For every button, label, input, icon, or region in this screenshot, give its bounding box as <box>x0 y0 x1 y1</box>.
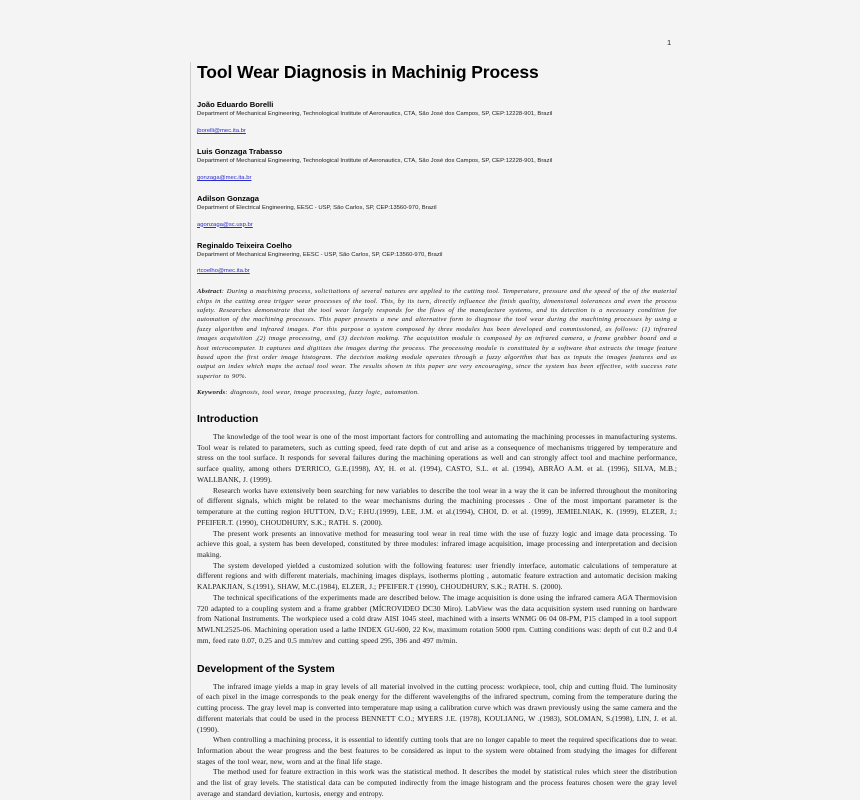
author-email-link[interactable]: agonzaga@sc.usp.br <box>197 221 253 228</box>
abstract-label: Abstract <box>197 288 222 296</box>
section-heading-introduction: Introduction <box>197 412 259 425</box>
paragraph: The knowledge of the tool wear is one of the most important factors for controlling and automating the machining processes in manufacturing systems. Tool wear is related to parameters, such as cutting speed, feed rate depth of cut and arise as a consequence of mechanisms triggered by temperature and stress on the tool surface. It responds for several failures during the machining operations as well and can strongly affect tool and machine performance, surface quality, among others D'ERRICO, G.E.(1998), AY, H. et al. (1994), CASTO, S.L. et al. (1994), ABRÃO A.M. et al. (1996), SILVA, M.B.; WALLBANK, J. (1999). <box>197 431 677 484</box>
paragraph: Research works have extensively been searching for new variables to describe the tool wear in a way the it can be inferred throughout the monitoring of different signals, which might be related to the wear mechanisms during the machining processes . One of the most important parameter is the temperature at the cutting region HUTTON, D.V.; F.HU.(1999), LEE, J.M. et al.(1994), CHOI, D. et al. (1999), JEMIELNIAK, K. (1999), ELZER, J.; PFEIFER.T. (1990), CHOUDHURY, S.K.; RATH. S. (2000). <box>197 485 677 527</box>
paragraph: The technical specifications of the experiments made are described below. The image acquisition is done using the infrared camera AGA Thermovision 720 adapted to a coupling system and a frame grabber (MÍCROVIDEO DC30 Miro). LabView was the data acquisition system used running on hardware from National Instruments. The workpiece used a cold draw AISI 1045 steel, machined with a inserts WNMG 06 04 08-PM, P15 clamped in a tool support MWLNL2525-06. Machining operation used a lathe INDEX GU-600, 22 Kw, maximum rotation 5000 rpm. Cutting conditions was: depth of cut 0.2 and 0.4 mm, feed rate 0.07, 0.25 and 0.5 mm/rev and cutting speed 295, 396 and 497 m/min. <box>197 592 677 645</box>
author-name: João Eduardo Borelli <box>197 100 274 110</box>
author-affiliation: Department of Mechanical Engineering, Technological Institute of Aeronautics, CTA, São José dos Campos, SP, CEP:12228-901, Brazil <box>197 111 553 118</box>
paragraph: The infrared image yields a map in gray levels of all material involved in the cutting process: workpiece, tool, chip and cutting fluid. The luminosity of each pixel in the image corresponds to the peak energy for the different wavelengths of the infrared spectrum, coming from the temperature during the cutting process. The gray level map is converted into temperature map using a calibration curve which was drawn previously using the same camera and the different materials that could be used in the process BENNETT C.O.; MYERS J.E. (1978), KOULIANG, W .(1983), SOLOMAN, S.(1998), LIN, J. et al. (1990). <box>197 681 677 734</box>
paragraph: The present work presents an innovative method for measuring tool wear in real time with the use of fuzzy logic and image data processing. To achieve this goal, a system has been developed, constituted by three modules: infrared image acquisition, image processing and interpretation and decision making. <box>197 528 677 559</box>
paper-content <box>190 62 677 800</box>
page-number: 1 <box>667 38 672 47</box>
author-block <box>197 147 677 184</box>
author-block <box>197 100 677 137</box>
author-block <box>197 241 677 278</box>
paragraph: The method used for feature extraction in this work was the statistical method. It describes the model by statistical rules which steer the distribution and the list of gray levels. The statistical data can be computed indirectly from the image histogram and the process features chosen were the gray level average and standard deviation, kurtosis, energy and entropy. <box>197 767 677 798</box>
author-email-link[interactable]: rtcoelho@mec.ita.br <box>197 268 250 275</box>
abstract-text: : During a machining process, solicitations of several natures are applied to the cutting tool. Temperature, pressure and the speed of the of the material chips in the cutting area trigger wear processes of the tool. This, by its turn, directly influence the finish quality, dimensional tolerances and even the process safety. Researches demonstrate that the tool wear largely responds for the flaws of the manufacture systems, and its detection is a necessary condition for automation of the machining processes. This paper presents a new and alternative form to diagnose the tool wear during the machining processes by using a fuzzy algorithm and infrared images. For this purpose a system composed by three modules has been developed and commissioned, as follows: (1) infrared images acquisition ,(2) image processing, and (3) decision making. The acquisition module is composed by an infrared camera, a frame grabber board and a host microcomputer. It captures and digitizes the images during the process. The processing module is constituted by a software that extracts the image feature based upon the first order image histogram. The decision making module operates through a fuzzy algorithm that has as inputs the images features and as output an index which maps the actual tool wear. The results shown in this paper are very encouraging, since the system has been effective, with success rate superior to 90%. <box>197 288 677 380</box>
section-heading-development: Development of the System <box>197 662 335 675</box>
keywords-text: : diagnosis, tool wear, image processing, fuzzy logic, automation. <box>225 388 420 396</box>
abstract-paragraph <box>197 287 677 381</box>
page-title: Tool Wear Diagnosis in Machinig Process <box>197 62 539 82</box>
author-affiliation: Department of Electrical Engineering, EESC - USP, São Carlos, SP, CEP:13560-970, Brazil <box>197 205 437 211</box>
keywords-paragraph <box>197 388 677 397</box>
paragraph: When controlling a machining process, it is essential to identify cutting tools that are no longer capable to meet the required specifications due to wear. Information about the wear progress and the best features to be considered as input to the system were obtained from studying the images for different stages of the tool wear, new, worn and at the final life stage. <box>197 735 677 766</box>
author-block <box>197 194 677 231</box>
author-affiliation: Department of Mechanical Engineering, Technological Institute of Aeronautics, CTA, São José dos Campos, SP, CEP:12228-901, Brazil <box>197 158 553 165</box>
author-email-link[interactable]: jborelli@mec.ita.br <box>197 127 246 134</box>
paragraph: The system developed yielded a customized solution with the following features: user friendly interface, automatic calculations of temperature at different regions and with different materials, machining images displays, isotherms plotting , automatic feature extraction and automatic decision making KALPAKJIAN, S.(1991), SHAW, M.C.(1984), ELZER, J.; PFEIFER.T (1990), CHOUDHURY, S.K.; RATH. S. (2000). <box>197 560 677 592</box>
author-name: Adilson Gonzaga <box>197 193 260 203</box>
author-affiliation: Department of Mechanical Engineering, EESC - USP, São Carlos, SP, CEP:13560-970, Brazil <box>197 251 443 258</box>
author-email-link[interactable]: gonzaga@mec.ita.br <box>197 174 252 181</box>
author-name: Reginaldo Teixeira Coelho <box>197 240 292 250</box>
keywords-label: Keywords <box>197 388 226 396</box>
author-name: Luis Gonzaga Trabasso <box>197 146 283 156</box>
